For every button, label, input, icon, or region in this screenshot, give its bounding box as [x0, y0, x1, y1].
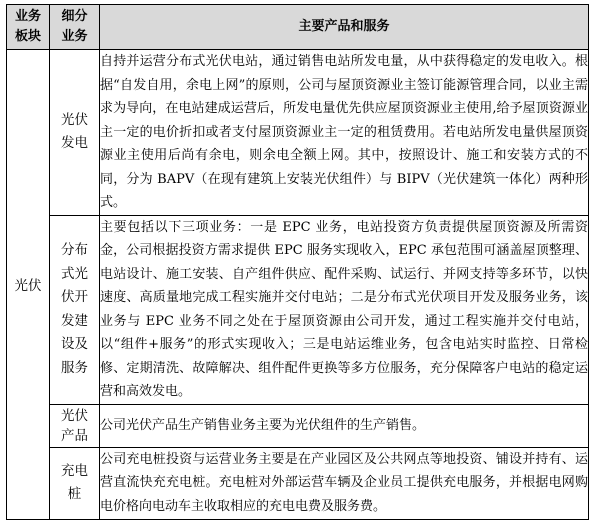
table-row [7, 447, 589, 519]
business-table [6, 4, 589, 520]
sub-line: 产品 [61, 427, 88, 444]
sub-line: 服务 [61, 359, 88, 376]
table-row [7, 215, 589, 404]
desc-cell: 公司充电桩投资与运营业务主要是在产业园区及公共网点等地投资、铺设并持有、运营直流快充充电桩。充电桩对外部运营车辆及企业员工提供充电服务，并根据电网购电价格向电动车主收取相应的充电电费及服务费。 [100, 447, 589, 519]
desc-cell: 公司光伏产品生产销售业务主要为光伏组件的生产销售。 [100, 404, 589, 447]
header-segment-line1: 业务 [14, 9, 41, 24]
sub-line: 光伏 [61, 111, 88, 128]
sub-cell [50, 50, 100, 216]
desc-cell: 主要包括以下三项业务：一是 EPC 业务，电站投资方负责提供屋顶资源及所需资金，公司根据投资方需求提供 EPC 服务实现收入，EPC 承包范围可涵盖屋顶整理、电站设计、施工安装、自产组件供应、配件采购、试运行、并网支持等多环节，以快速度、高质量地完成工程实施并交付电站；二是分布式光伏项目开发及服务业务，该业务与 EPC 业务不同之处在于屋顶资源由公司开发，通过工程实施并交付电站，以“组件+服务”的形式实现收入；三是电站运维业务，包含电站实时监控、日常检修、定期清洗、故障解决、组件配件更换等多方位服务，充分保障客户电站的稳定运营和高效发电。 [100, 215, 589, 404]
segment-cell: 光伏 [7, 50, 50, 520]
sub-line: 式光 [61, 265, 88, 282]
sub-cell [50, 404, 100, 447]
header-row [7, 5, 589, 50]
sub-line: 光伏 [61, 407, 88, 424]
sub-line: 发建 [61, 312, 88, 329]
header-sub-line1: 细分 [61, 9, 88, 24]
header-segment-line2: 板块 [14, 29, 41, 44]
sub-line: 伏开 [61, 289, 88, 305]
header-main: 主要产品和服务 [100, 5, 589, 50]
sub-cell [50, 215, 100, 404]
desc-cell: 自持并运营分布式光伏电站，通过销售电站所发电量，从中获得稳定的发电收入。根据“自发自用，余电上网”的原则，公司与屋顶资源业主签订能源管理合同，以业主需求为导向，在电站建成运营后，所发电量优先供应屋顶资源业主使用,给予屋顶资源业主一定的电价折扣或者支付屋顶资源业主一定的租赁费用。若电站所发电量供屋顶资源业主使用后尚有余电，则余电全额上网。其中，按照设计、施工和安装方式的不同，分为 BAPV（在现有建筑上安装光伏组件）与 BIPV（光伏建筑一体化）两种形式。 [100, 50, 589, 216]
sub-line: 发电 [61, 135, 88, 152]
sub-line: 充电 [61, 462, 88, 479]
table-row [7, 404, 589, 447]
sub-line: 设及 [61, 336, 88, 352]
table-row [7, 50, 589, 216]
header-sub-line2: 业务 [61, 29, 88, 44]
sub-line: 桩 [67, 486, 82, 502]
header-segment [7, 5, 50, 50]
sub-line: 分布 [61, 242, 88, 258]
header-sub [50, 5, 100, 50]
sub-cell [50, 447, 100, 519]
